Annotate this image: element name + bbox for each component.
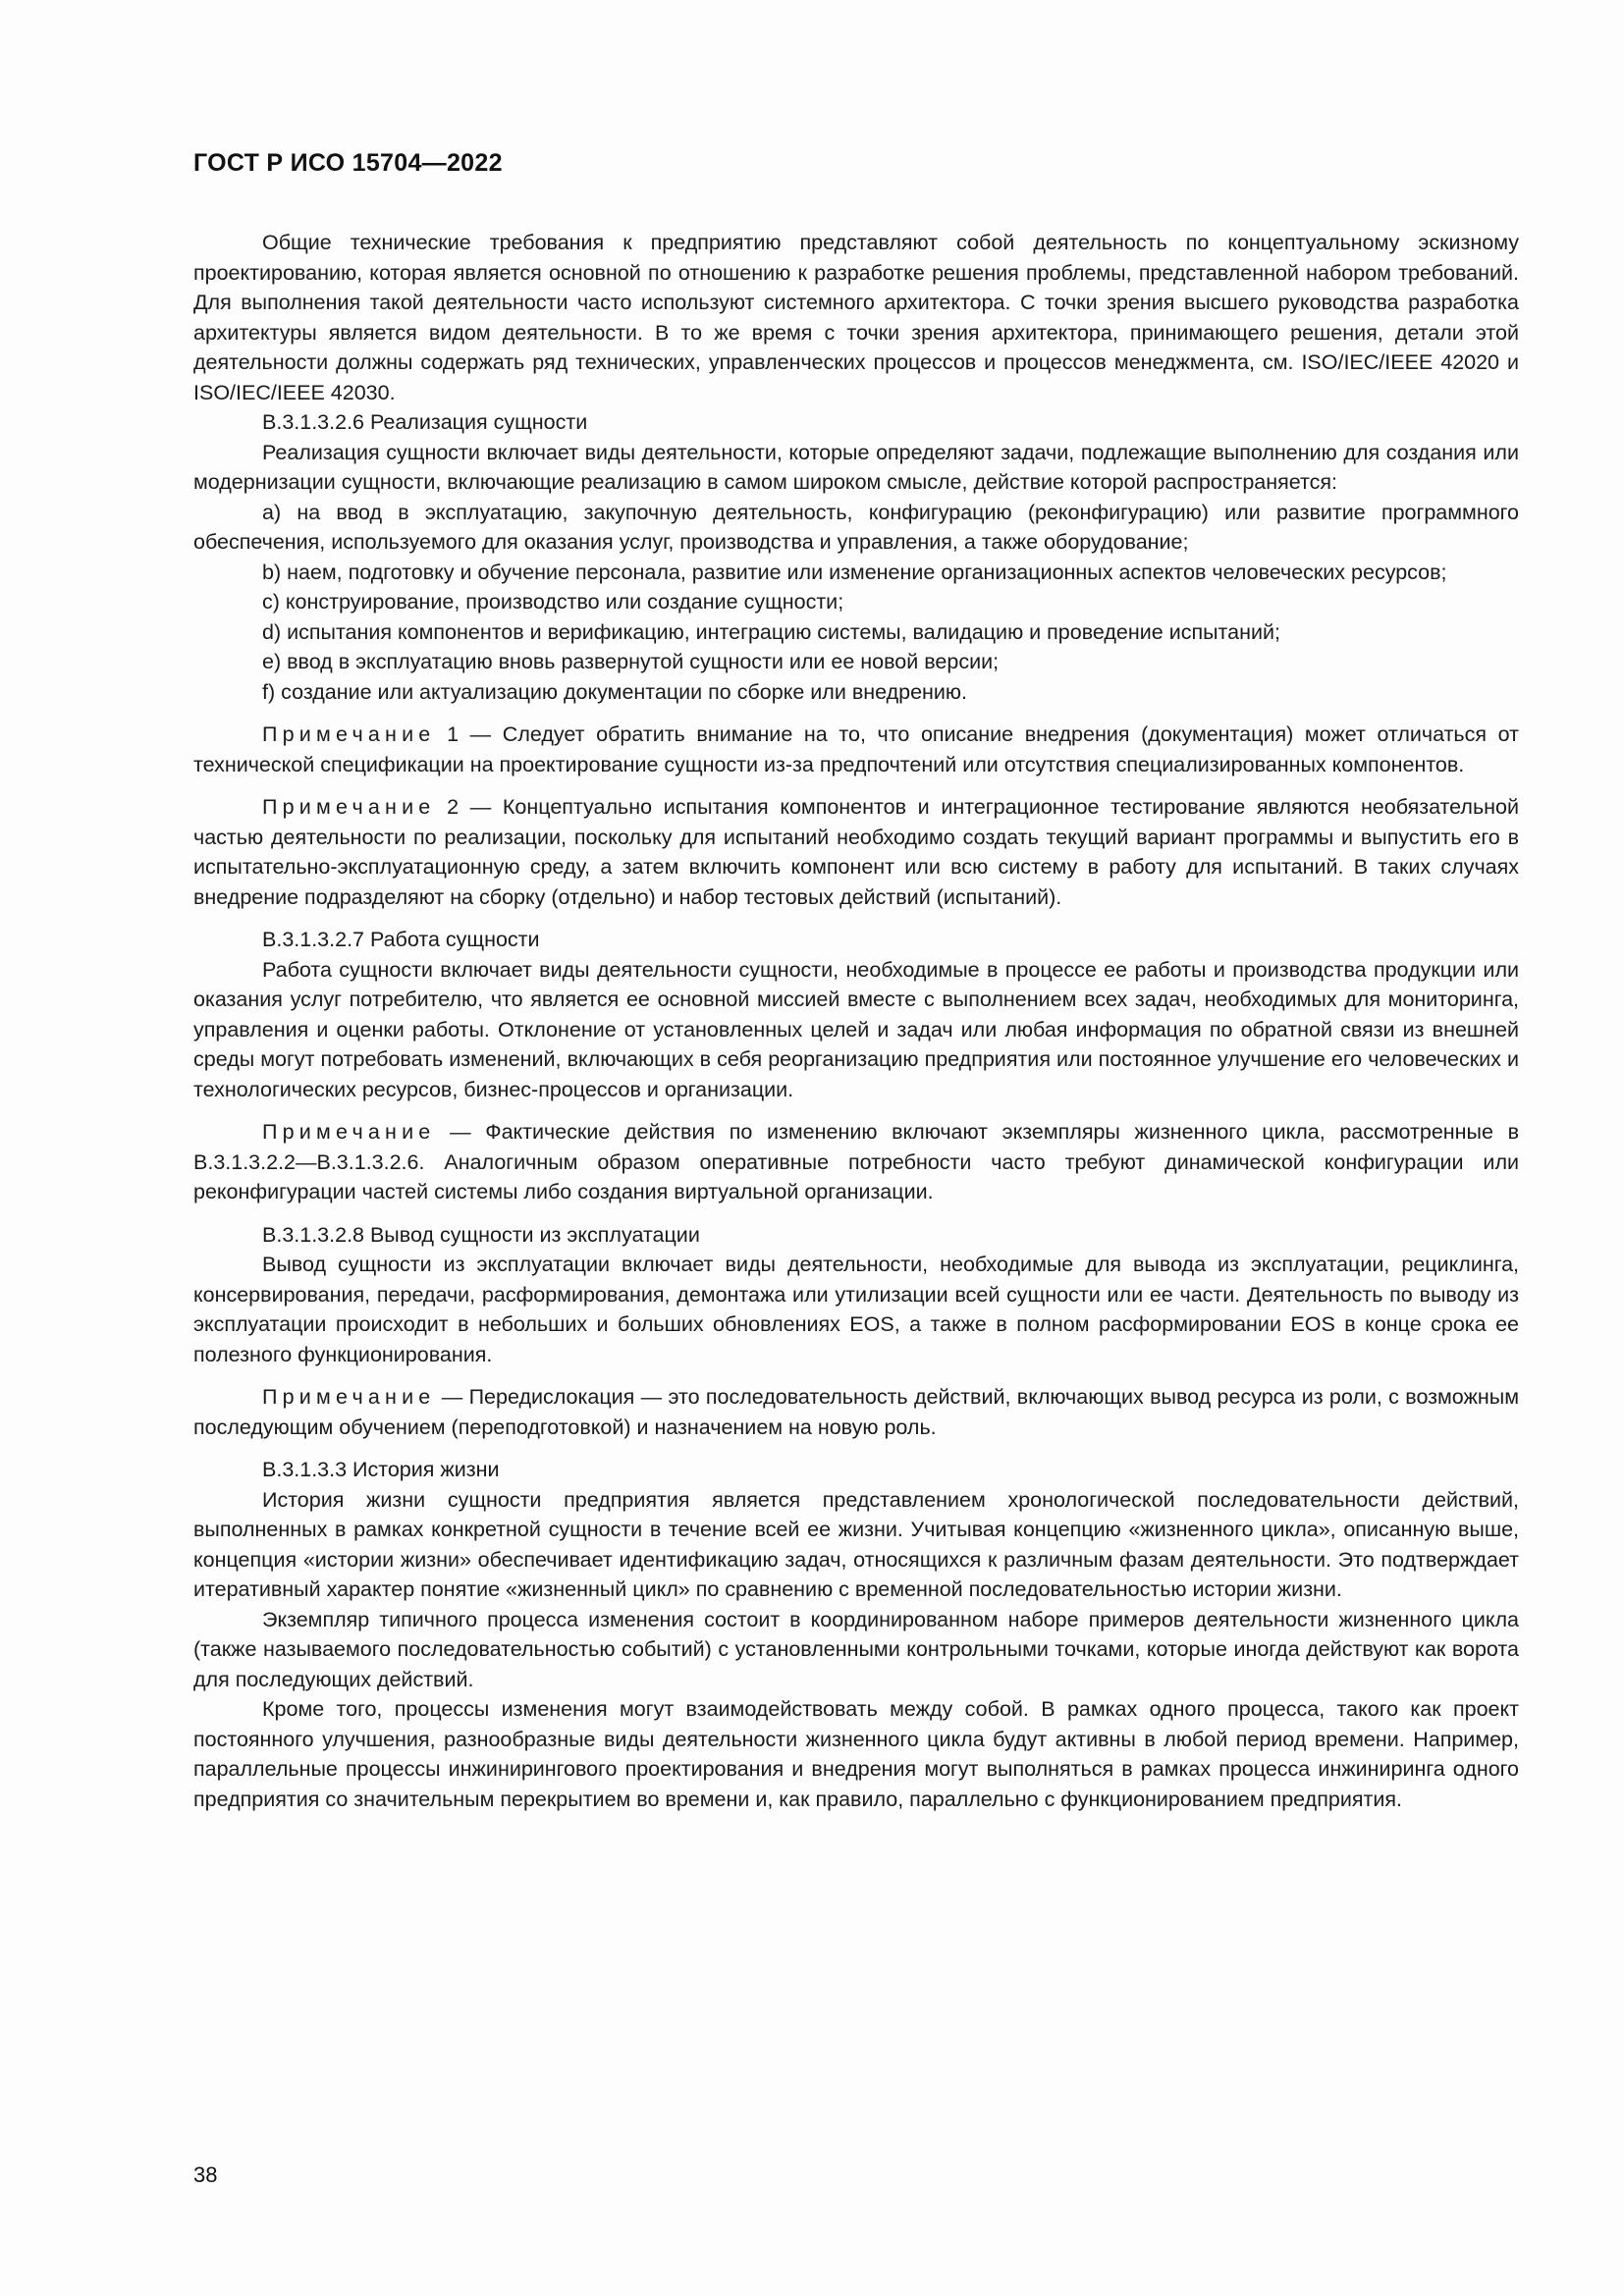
paragraph: Экземпляр типичного процесса изменения состоит в координированном наборе примеров деятельности жизненного цикла (также называемого последовательностью событий) с установленными контрольными точками, которые иногда действуют как ворота для последующих действий. bbox=[193, 1607, 1519, 1691]
list-item-c: c) конструирование, производство или создание сущности; bbox=[262, 590, 844, 614]
paragraph: История жизни сущности предприятия является представлением хронологической последовательности действий, выполненных в рамках конкретной сущности в течение всей ее жизни. Учитывая концепцию «жизненного цикла», описанную выше, концепция «истории жизни» обеспечивает идентификацию задач, относящихся к различным фазам деятельности. Это подтверждает итеративный характер понятие «жизненный цикл» по сравнению с временной последовательностью истории жизни. bbox=[193, 1487, 1519, 1601]
note-text: — Фактические действия по изменению включают экземпляры жизненного цикла, рассмотренные в В.3.1.3.2.2—В.3.1.3.2.6. Аналогичным образом оперативные потребности часто требуют динамической конфигурации или реконфигурации частей системы либо создания виртуальной организации. bbox=[193, 1120, 1519, 1203]
list-item-a: a) на ввод в эксплуатацию, закупочную деятельность, конфигурацию (реконфигурацию) или развитие программного обеспечения, используемого для оказания услуг, производства и управления, а также оборудование; bbox=[193, 500, 1519, 554]
section-heading-3-1-3-2-8: В.3.1.3.2.8 Вывод сущности из эксплуатации bbox=[262, 1222, 700, 1247]
note-text: 2 — Концептуально испытания компонентов и интеграционное тестирование являются необязательной частью деятельности по реализации, поскольку для испытаний необходимо создать текущий вариант программы и выпустить его в испытательно-эксплуатационную среду, а затем включить компонент или всю систему в работу для испытаний. В таких случаях внедрение подразделяют на сборку (отдельно) и набор тестовых действий (испытаний). bbox=[193, 795, 1519, 909]
list-item-b: b) наем, подготовку и обучение персонала, развитие или изменение организационных аспектов человеческих ресурсов; bbox=[262, 560, 1447, 584]
note-label: Примечание bbox=[262, 722, 436, 746]
note-text: 1 — Следует обратить внимание на то, что описание внедрения (документация) может отличаться от технической спецификации на проектирование сущности из-за предпочтений или отсутствия специализированных компонентов. bbox=[193, 722, 1519, 776]
note-1 bbox=[193, 720, 1519, 779]
document-body bbox=[193, 228, 1519, 1814]
note-label: Примечание bbox=[262, 1385, 436, 1409]
paragraph: Кроме того, процессы изменения могут взаимодействовать между собой. В рамках одного процесса, такого как проект постоянного улучшения, разнообразные виды деятельности жизненного цикла будут активны в любой период времени. Например, параллельные процессы инжинирингового проектирования и внедрения могут выполняться в рамках процесса инжиниринга одного предприятия со значительным перекрытием во времени и, как правило, параллельно с функционированием предприятия. bbox=[193, 1697, 1519, 1811]
paragraph-intro: Общие технические требования к предприятию представляют собой деятельность по концептуальному эскизному проектированию, которая является основной по отношению к разработке решения проблемы, представленной набором требований. Для выполнения такой деятельности часто используют системного архитектора. С точки зрения высшего руководства разработка архитектуры является видом деятельности. В то же время с точки зрения архитектора, принимающего решения, детали этой деятельности должны содержать ряд технических, управленческих процессов и процессов менеджмента, см. ISO/IEC/IEEE 42020 и ISO/IEC/IEEE 42030. bbox=[193, 231, 1519, 404]
note-2 bbox=[193, 792, 1519, 912]
note-label: Примечание bbox=[262, 795, 436, 819]
section-heading-3-1-3-2-7: В.3.1.3.2.7 Работа сущности bbox=[262, 928, 540, 951]
list-item-d: d) испытания компонентов и верификацию, интеграцию системы, валидацию и проведение испытаний; bbox=[262, 619, 1280, 644]
section-heading-3-1-3-3: В.3.1.3.3 История жизни bbox=[262, 1458, 500, 1481]
page-number: 38 bbox=[193, 2163, 218, 2187]
note-text: — Передислокация — это последовательность действий, включающих вывод ресурса из роли, с возможным последующим обучением (переподготовкой) и назначением на новую роль. bbox=[193, 1385, 1519, 1439]
list-item-e: e) ввод в эксплуатацию вновь развернутой сущности или ее новой версии; bbox=[262, 650, 1000, 673]
document-header: ГОСТ Р ИСО 15704—2022 bbox=[193, 149, 503, 177]
note-4 bbox=[193, 1382, 1519, 1442]
note-3 bbox=[193, 1117, 1519, 1207]
section-heading-3-1-3-2-6: В.3.1.3.2.6 Реализация сущности bbox=[262, 410, 588, 434]
paragraph: Реализация сущности включает виды деятельности, которые определяют задачи, подлежащие выполнению для создания или модернизации сущности, включающие реализацию в самом широком смысле, действие которой распространяется: bbox=[193, 440, 1519, 494]
paragraph: Вывод сущности из эксплуатации включает виды деятельности, необходимые для вывода из эксплуатации, рециклинга, консервирования, передачи, расформирования, демонтажа или утилизации всей сущности или ее части. Деятельность по выводу из эксплуатации происходит в небольших и больших обновлениях EOS, а также в полном расформировании EOS в конце срока ее полезного функционирования. bbox=[193, 1253, 1519, 1366]
paragraph: Работа сущности включает виды деятельности сущности, необходимые в процессе ее работы и производства продукции или оказания услуг потребителю, что является ее основной миссией вместе с выполнением всех задач, необходимых для мониторинга, управления и оценки работы. Отклонение от установленных целей и задач или любая информация по обратной связи из внешней среды могут потребовать изменений, включающих в себя реорганизацию предприятия или постоянное улучшение его человеческих и технологических ресурсов, бизнес-процессов и организации. bbox=[193, 957, 1519, 1101]
list-item-f: f) создание или актуализацию документации по сборке или внедрению. bbox=[262, 679, 968, 704]
note-label: Примечание bbox=[262, 1120, 436, 1144]
